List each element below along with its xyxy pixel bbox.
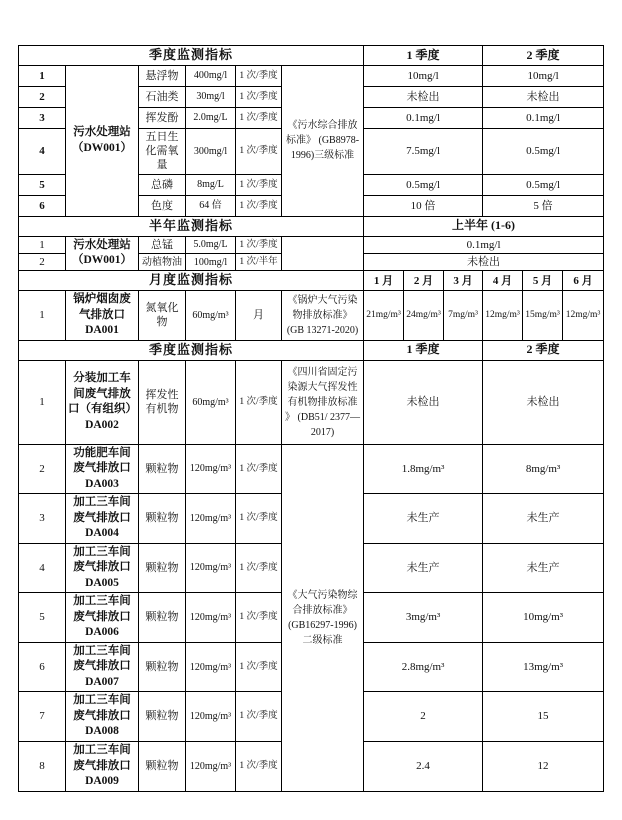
frequency-cell: 1 次/季度 xyxy=(236,444,282,494)
frequency-cell: 1 次/季度 xyxy=(236,195,282,216)
half-year-header: 上半年 (1-6) xyxy=(364,216,604,236)
frequency-cell: 1 次/季度 xyxy=(236,642,282,692)
table-row xyxy=(19,236,604,253)
frequency-cell: 1 次/季度 xyxy=(236,236,282,253)
outlet-name: 加工三车间废气排放口 xyxy=(73,644,131,673)
row-no: 2 xyxy=(19,444,66,494)
section-title-semiannual: 半年监测指标 xyxy=(19,216,364,236)
outlet-cell xyxy=(66,360,139,444)
row-no: 6 xyxy=(19,642,66,692)
q1-value: 10 倍 xyxy=(364,195,483,216)
frequency-cell: 1 次/季度 xyxy=(236,593,282,643)
pollutant-cell: 色度 xyxy=(139,195,186,216)
limit-cell: 400mg/l xyxy=(186,65,236,86)
outlet-name: 加工三车间废气排放口 xyxy=(73,595,131,623)
pollutant-cell: 氮氧化物 xyxy=(139,291,186,341)
table-row xyxy=(19,444,604,494)
q1-header: 1 季度 xyxy=(364,340,483,360)
frequency-cell: 1 次/季度 xyxy=(236,86,282,107)
q2-value: 15 xyxy=(483,692,604,742)
outlet-code: DA003 xyxy=(85,477,119,490)
q2-value: 12 xyxy=(483,741,604,791)
month-header-3: 3 月 xyxy=(444,271,483,291)
q1-value: 2.4 xyxy=(364,741,483,791)
month-value-3: 7mg/m³ xyxy=(444,291,483,341)
table-row xyxy=(19,65,604,86)
month-value-2: 24mg/m³ xyxy=(404,291,444,341)
month-value-6: 12mg/m³ xyxy=(563,291,604,341)
outlet-cell xyxy=(66,593,139,643)
frequency-cell: 月 xyxy=(236,291,282,341)
q2-header: 2 季度 xyxy=(483,340,604,360)
outlet-code: DA006 xyxy=(85,626,119,639)
limit-cell: 5.0mg/L xyxy=(186,236,236,253)
pollutant-cell: 颗粒物 xyxy=(139,593,186,643)
section-title-water-quarterly: 季度监测指标 xyxy=(19,46,364,66)
frequency-cell: 1 次/季度 xyxy=(236,174,282,195)
pollutant-cell: 总锰 xyxy=(139,236,186,253)
standard-cell-empty xyxy=(282,236,364,271)
month-header-4: 4 月 xyxy=(483,271,523,291)
limit-cell: 60mg/m³ xyxy=(186,360,236,444)
frequency-cell: 1 次/季度 xyxy=(236,107,282,128)
outlet-cell xyxy=(66,65,139,216)
half-year-value: 未检出 xyxy=(364,253,604,270)
frequency-cell: 1 次/季度 xyxy=(236,360,282,444)
row-no: 1 xyxy=(19,291,66,341)
q2-value: 未检出 xyxy=(483,360,604,444)
outlet-code: DA008 xyxy=(85,725,119,738)
limit-cell: 120mg/m³ xyxy=(186,692,236,742)
outlet-code: （DW001） xyxy=(71,254,133,267)
outlet-name: 加工三车间废气排放口 xyxy=(73,694,131,722)
outlet-code: DA004 xyxy=(85,527,119,540)
row-no: 3 xyxy=(19,494,66,544)
outlet-name: 污水处理站 xyxy=(73,126,131,139)
row-no: 5 xyxy=(19,174,66,195)
outlet-cell xyxy=(66,543,139,593)
q1-value: 未检出 xyxy=(364,86,483,107)
outlet-name: 锅炉烟囱废气排放口 xyxy=(73,293,131,321)
outlet-name: 污水处理站 xyxy=(73,238,131,251)
limit-cell: 120mg/m³ xyxy=(186,494,236,544)
pollutant-cell: 五日生化需氧量 xyxy=(139,128,186,174)
outlet-code: DA009 xyxy=(85,775,119,788)
q1-value: 未检出 xyxy=(364,360,483,444)
outlet-cell xyxy=(66,741,139,791)
outlet-code: （DW001） xyxy=(71,141,133,154)
table-row xyxy=(19,360,604,444)
table-row xyxy=(19,291,604,341)
frequency-cell: 1 次/季度 xyxy=(236,692,282,742)
month-value-4: 12mg/m³ xyxy=(483,291,523,341)
frequency-cell: 1 次/季度 xyxy=(236,494,282,544)
row-no: 2 xyxy=(19,86,66,107)
limit-cell: 2.0mg/L xyxy=(186,107,236,128)
row-no: 1 xyxy=(19,360,66,444)
q2-value: 未检出 xyxy=(483,86,604,107)
q2-value: 13mg/m³ xyxy=(483,642,604,692)
q1-value: 2.8mg/m³ xyxy=(364,642,483,692)
limit-cell: 100mg/l xyxy=(186,253,236,270)
outlet-cell xyxy=(66,236,139,271)
frequency-cell: 1 次/季度 xyxy=(236,543,282,593)
outlet-name: 加工三车间废气排放口 xyxy=(73,545,131,574)
outlet-name: 加工三车间废气排放口 xyxy=(73,744,131,772)
q2-value: 0.1mg/l xyxy=(483,107,604,128)
limit-cell: 120mg/m³ xyxy=(186,642,236,692)
row-no: 3 xyxy=(19,107,66,128)
limit-cell: 120mg/m³ xyxy=(186,543,236,593)
month-header-1: 1 月 xyxy=(364,271,404,291)
q1-value: 0.1mg/l xyxy=(364,107,483,128)
pollutant-cell: 颗粒物 xyxy=(139,494,186,544)
q1-value: 7.5mg/l xyxy=(364,128,483,174)
outlet-name: 分装加工车间废气排放口（有组织） xyxy=(68,372,137,416)
monitoring-table xyxy=(18,45,604,792)
outlet-code: DA001 xyxy=(85,324,119,337)
q2-value: 未生产 xyxy=(483,543,604,593)
outlet-code: DA007 xyxy=(85,675,119,688)
limit-cell: 120mg/m³ xyxy=(186,741,236,791)
pollutant-cell: 颗粒物 xyxy=(139,642,186,692)
pollutant-cell: 颗粒物 xyxy=(139,741,186,791)
q2-value: 10mg/m³ xyxy=(483,593,604,643)
q2-value: 0.5mg/l xyxy=(483,128,604,174)
limit-cell: 8mg/L xyxy=(186,174,236,195)
standard-cell: 《四川省固定污染源大气挥发性有机物排放标准 》 (DB51/ 2377—2017) xyxy=(282,360,364,444)
half-year-value: 0.1mg/l xyxy=(364,236,604,253)
pollutant-cell: 颗粒物 xyxy=(139,444,186,494)
pollutant-cell: 总磷 xyxy=(139,174,186,195)
limit-cell: 60mg/m³ xyxy=(186,291,236,341)
q1-value: 10mg/l xyxy=(364,65,483,86)
outlet-name: 加工三车间废气排放口 xyxy=(73,496,131,524)
limit-cell: 120mg/m³ xyxy=(186,444,236,494)
frequency-cell: 1 次/半年 xyxy=(236,253,282,270)
row-no: 7 xyxy=(19,692,66,742)
q1-value: 0.5mg/l xyxy=(364,174,483,195)
q2-value: 8mg/m³ xyxy=(483,444,604,494)
q1-header: 1 季度 xyxy=(364,46,483,66)
row-no: 1 xyxy=(19,65,66,86)
month-value-1: 21mg/m³ xyxy=(364,291,404,341)
month-header-2: 2 月 xyxy=(404,271,444,291)
pollutant-cell: 动植物油 xyxy=(139,253,186,270)
pollutant-cell: 颗粒物 xyxy=(139,543,186,593)
pollutant-cell: 挥发性有机物 xyxy=(139,360,186,444)
q2-header: 2 季度 xyxy=(483,46,604,66)
row-no: 1 xyxy=(19,236,66,253)
q1-value: 未生产 xyxy=(364,543,483,593)
frequency-cell: 1 次/季度 xyxy=(236,741,282,791)
outlet-code: DA005 xyxy=(85,576,119,589)
q2-value: 5 倍 xyxy=(483,195,604,216)
limit-cell: 64 倍 xyxy=(186,195,236,216)
q2-value: 0.5mg/l xyxy=(483,174,604,195)
row-no: 2 xyxy=(19,253,66,270)
standard-cell: 《大气污染物综合排放标准》 (GB16297-1996) 二级标准 xyxy=(282,444,364,791)
q1-value: 1.8mg/m³ xyxy=(364,444,483,494)
row-no: 6 xyxy=(19,195,66,216)
q1-value: 3mg/m³ xyxy=(364,593,483,643)
month-header-6: 6 月 xyxy=(563,271,604,291)
pollutant-cell: 颗粒物 xyxy=(139,692,186,742)
pollutant-cell: 石油类 xyxy=(139,86,186,107)
standard-cell: 《锅炉大气污染物排放标准》 (GB 13271-2020) xyxy=(282,291,364,341)
row-no: 4 xyxy=(19,128,66,174)
outlet-cell xyxy=(66,692,139,742)
pollutant-cell: 挥发酚 xyxy=(139,107,186,128)
frequency-cell: 1 次/季度 xyxy=(236,128,282,174)
section-title-air-quarterly: 季度监测指标 xyxy=(19,340,364,360)
section-title-monthly: 月度监测指标 xyxy=(19,271,364,291)
pollutant-cell: 悬浮物 xyxy=(139,65,186,86)
q2-value: 未生产 xyxy=(483,494,604,544)
row-no: 5 xyxy=(19,593,66,643)
month-header-5: 5 月 xyxy=(523,271,563,291)
limit-cell: 30mg/l xyxy=(186,86,236,107)
row-no: 4 xyxy=(19,543,66,593)
q2-value: 10mg/l xyxy=(483,65,604,86)
limit-cell: 300mg/l xyxy=(186,128,236,174)
frequency-cell: 1 次/季度 xyxy=(236,65,282,86)
outlet-cell xyxy=(66,642,139,692)
outlet-cell xyxy=(66,291,139,341)
outlet-cell xyxy=(66,494,139,544)
outlet-code: DA002 xyxy=(85,418,119,431)
row-no: 8 xyxy=(19,741,66,791)
q1-value: 未生产 xyxy=(364,494,483,544)
outlet-cell xyxy=(66,444,139,494)
standard-cell: 《污水综合排放标准》 (GB8978-1996)三级标准 xyxy=(282,65,364,216)
month-value-5: 15mg/m³ xyxy=(523,291,563,341)
q1-value: 2 xyxy=(364,692,483,742)
limit-cell: 120mg/m³ xyxy=(186,593,236,643)
outlet-name: 功能肥车间废气排放口 xyxy=(73,446,131,475)
